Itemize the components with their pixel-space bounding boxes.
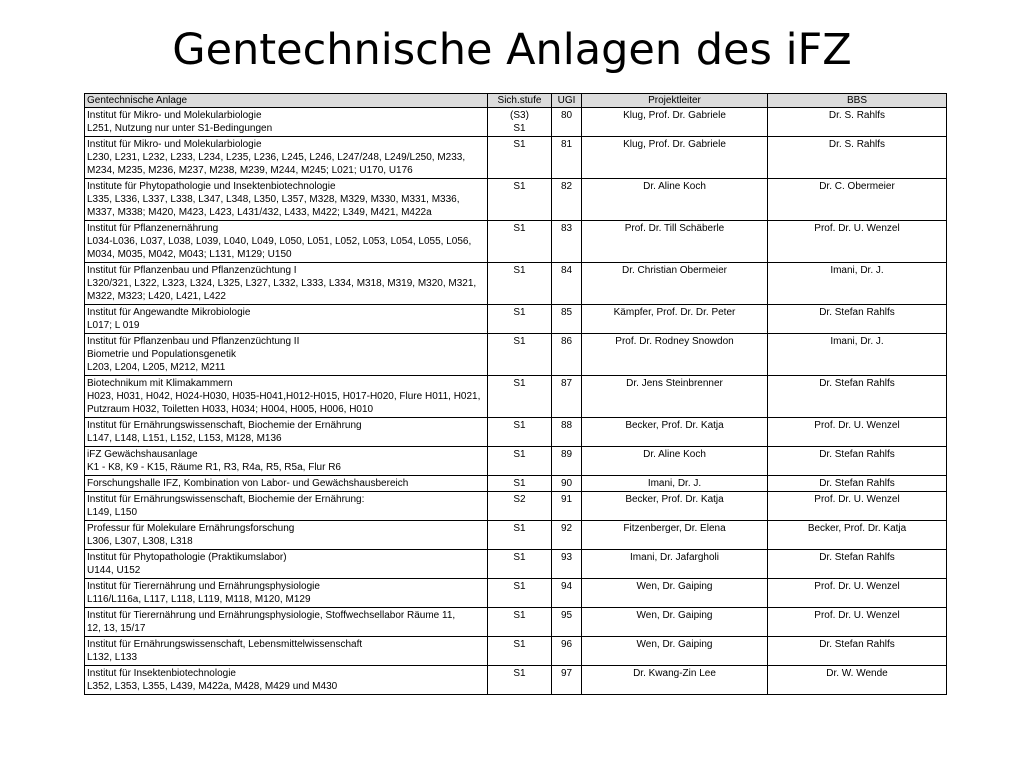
cell-bbs: Dr. Stefan Rahlfs (768, 476, 947, 492)
table-row (85, 447, 947, 476)
table-row (85, 376, 947, 418)
cell-sicherheitsstufe: S2 (488, 492, 552, 521)
cell-projektleiter: Becker, Prof. Dr. Katja (582, 418, 768, 447)
table-body (85, 108, 947, 695)
cell-ugi: 87 (552, 376, 582, 418)
table-row (85, 476, 947, 492)
cell-ugi: 85 (552, 305, 582, 334)
table-row (85, 221, 947, 263)
cell-ugi: 97 (552, 666, 582, 695)
table-row (85, 492, 947, 521)
cell-ugi: 89 (552, 447, 582, 476)
cell-ugi: 81 (552, 137, 582, 179)
cell-bbs: Imani, Dr. J. (768, 334, 947, 376)
header-anlage: Gentechnische Anlage (85, 94, 488, 108)
cell-sicherheitsstufe: S1 (488, 521, 552, 550)
cell-sicherheitsstufe: S1 (488, 137, 552, 179)
table-row (85, 108, 947, 137)
cell-projektleiter: Dr. Aline Koch (582, 447, 768, 476)
cell-ugi: 94 (552, 579, 582, 608)
cell-anlage: iFZ Gewächshausanlage K1 - K8, K9 - K15, Räume R1, R3, R4a, R5, R5a, Flur R6 (85, 447, 488, 476)
cell-anlage: Institute für Phytopathologie und Insektenbiotechnologie L335, L336, L337, L338, L347, L348, L350, L357, M328, M329, M330, M331, M336, M337, M338; M420, M423, L423, L431/432, L433, M422; L349, M421, M422a (85, 179, 488, 221)
cell-projektleiter: Imani, Dr. Jafargholi (582, 550, 768, 579)
cell-ugi: 92 (552, 521, 582, 550)
cell-ugi: 84 (552, 263, 582, 305)
cell-anlage: Forschungshalle IFZ, Kombination von Labor- und Gewächshausbereich (85, 476, 488, 492)
cell-anlage: Institut für Mikro- und Molekularbiologie L230, L231, L232, L233, L234, L235, L236, L245, L246, L247/248, L249/L250, M233, M234, M235, M236, M237, M238, M239, M244, M245; L021; U170, U176 (85, 137, 488, 179)
cell-bbs: Prof. Dr. U. Wenzel (768, 608, 947, 637)
cell-anlage: Institut für Tierernährung und Ernährungsphysiologie L116/L116a, L117, L118, L119, M118, M120, M129 (85, 579, 488, 608)
cell-anlage: Institut für Pflanzenbau und Pflanzenzüchtung I L320/321, L322, L323, L324, L325, L327, L332, L333, L334, M318, M319, M320, M321, M322, M323; L420, L421, L422 (85, 263, 488, 305)
header-ugi: UGI (552, 94, 582, 108)
table-row (85, 179, 947, 221)
cell-anlage: Institut für Angewandte Mikrobiologie L017; L 019 (85, 305, 488, 334)
cell-ugi: 96 (552, 637, 582, 666)
cell-sicherheitsstufe: S1 (488, 608, 552, 637)
cell-ugi: 88 (552, 418, 582, 447)
cell-projektleiter: Klug, Prof. Dr. Gabriele (582, 137, 768, 179)
cell-anlage: Professur für Molekulare Ernährungsforschung L306, L307, L308, L318 (85, 521, 488, 550)
facilities-table (84, 93, 947, 695)
header-bbs: BBS (768, 94, 947, 108)
cell-anlage: Institut für Ernährungswissenschaft, Lebensmittelwissenschaft L132, L133 (85, 637, 488, 666)
cell-bbs: Prof. Dr. U. Wenzel (768, 579, 947, 608)
cell-bbs: Dr. Stefan Rahlfs (768, 550, 947, 579)
cell-projektleiter: Wen, Dr. Gaiping (582, 579, 768, 608)
cell-bbs: Dr. Stefan Rahlfs (768, 305, 947, 334)
cell-projektleiter: Becker, Prof. Dr. Katja (582, 492, 768, 521)
cell-projektleiter: Prof. Dr. Till Schäberle (582, 221, 768, 263)
cell-ugi: 93 (552, 550, 582, 579)
table-row (85, 521, 947, 550)
cell-projektleiter: Klug, Prof. Dr. Gabriele (582, 108, 768, 137)
table-row (85, 637, 947, 666)
cell-anlage: Institut für Pflanzenbau und Pflanzenzüchtung II Biometrie und Populationsgenetik L203, L204, L205, M212, M211 (85, 334, 488, 376)
header-sicherheitsstufe: Sich.stufe (488, 94, 552, 108)
cell-sicherheitsstufe: S1 (488, 305, 552, 334)
table-row (85, 550, 947, 579)
cell-ugi: 80 (552, 108, 582, 137)
table-row (85, 334, 947, 376)
cell-sicherheitsstufe: S1 (488, 579, 552, 608)
cell-bbs: Dr. Stefan Rahlfs (768, 637, 947, 666)
cell-projektleiter: Dr. Christian Obermeier (582, 263, 768, 305)
cell-bbs: Imani, Dr. J. (768, 263, 947, 305)
cell-ugi: 83 (552, 221, 582, 263)
table-row (85, 305, 947, 334)
cell-ugi: 82 (552, 179, 582, 221)
cell-sicherheitsstufe: S1 (488, 666, 552, 695)
cell-sicherheitsstufe: (S3) S1 (488, 108, 552, 137)
cell-anlage: Biotechnikum mit Klimakammern H023, H031, H042, H024-H030, H035-H041,H012-H015, H017-H020, Flure H011, H021, Putzraum H032, Toiletten H033, H034; H004, H005, H006, H010 (85, 376, 488, 418)
cell-bbs: Dr. Stefan Rahlfs (768, 376, 947, 418)
cell-bbs: Dr. C. Obermeier (768, 179, 947, 221)
cell-bbs: Dr. W. Wende (768, 666, 947, 695)
cell-projektleiter: Kämpfer, Prof. Dr. Dr. Peter (582, 305, 768, 334)
cell-sicherheitsstufe: S1 (488, 476, 552, 492)
cell-ugi: 90 (552, 476, 582, 492)
table-row (85, 666, 947, 695)
table-header-row (85, 94, 947, 108)
cell-sicherheitsstufe: S1 (488, 179, 552, 221)
header-projektleiter: Projektleiter (582, 94, 768, 108)
page-title: Gentechnische Anlagen des iFZ (172, 25, 852, 75)
cell-bbs: Prof. Dr. U. Wenzel (768, 492, 947, 521)
cell-sicherheitsstufe: S1 (488, 334, 552, 376)
table-row (85, 418, 947, 447)
cell-bbs: Becker, Prof. Dr. Katja (768, 521, 947, 550)
cell-sicherheitsstufe: S1 (488, 376, 552, 418)
cell-projektleiter: Dr. Aline Koch (582, 179, 768, 221)
cell-projektleiter: Prof. Dr. Rodney Snowdon (582, 334, 768, 376)
cell-sicherheitsstufe: S1 (488, 418, 552, 447)
table-row (85, 579, 947, 608)
cell-anlage: Institut für Mikro- und Molekularbiologie L251, Nutzung nur unter S1-Bedingungen (85, 108, 488, 137)
cell-bbs: Dr. S. Rahlfs (768, 108, 947, 137)
cell-projektleiter: Fitzenberger, Dr. Elena (582, 521, 768, 550)
cell-sicherheitsstufe: S1 (488, 221, 552, 263)
cell-anlage: Institut für Ernährungswissenschaft, Biochemie der Ernährung L147, L148, L151, L152, L153, M128, M136 (85, 418, 488, 447)
cell-anlage: Institut für Ernährungswissenschaft, Biochemie der Ernährung: L149, L150 (85, 492, 488, 521)
cell-projektleiter: Dr. Jens Steinbrenner (582, 376, 768, 418)
cell-projektleiter: Wen, Dr. Gaiping (582, 608, 768, 637)
cell-bbs: Prof. Dr. U. Wenzel (768, 418, 947, 447)
cell-projektleiter: Wen, Dr. Gaiping (582, 637, 768, 666)
cell-bbs: Dr. Stefan Rahlfs (768, 447, 947, 476)
cell-ugi: 95 (552, 608, 582, 637)
cell-ugi: 91 (552, 492, 582, 521)
cell-projektleiter: Imani, Dr. J. (582, 476, 768, 492)
table-row (85, 137, 947, 179)
cell-sicherheitsstufe: S1 (488, 550, 552, 579)
cell-bbs: Prof. Dr. U. Wenzel (768, 221, 947, 263)
table-row (85, 608, 947, 637)
cell-anlage: Institut für Insektenbiotechnologie L352, L353, L355, L439, M422a, M428, M429 und M430 (85, 666, 488, 695)
cell-sicherheitsstufe: S1 (488, 637, 552, 666)
table-row (85, 263, 947, 305)
cell-anlage: Institut für Pflanzenernährung L034-L036, L037, L038, L039, L040, L049, L050, L051, L052, L053, L054, L055, L056, M034, M035, M042, M043; L131, M129; U150 (85, 221, 488, 263)
cell-sicherheitsstufe: S1 (488, 263, 552, 305)
cell-bbs: Dr. S. Rahlfs (768, 137, 947, 179)
cell-anlage: Institut für Phytopathologie (Praktikumslabor) U144, U152 (85, 550, 488, 579)
cell-sicherheitsstufe: S1 (488, 447, 552, 476)
cell-anlage: Institut für Tierernährung und Ernährungsphysiologie, Stoffwechsellabor Räume 11, 12, 13, 15/17 (85, 608, 488, 637)
cell-projektleiter: Dr. Kwang-Zin Lee (582, 666, 768, 695)
cell-ugi: 86 (552, 334, 582, 376)
